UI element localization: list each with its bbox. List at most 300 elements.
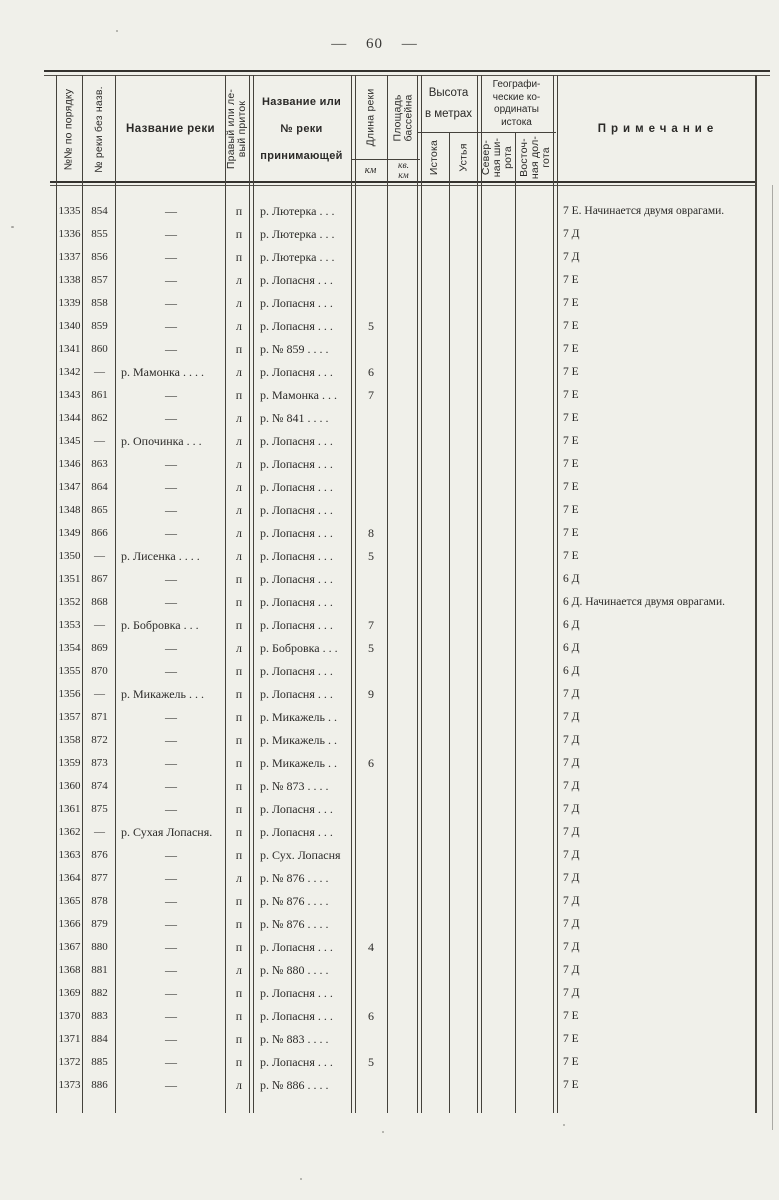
table-cell-r4-c2: — [165, 296, 177, 310]
table-cell-r5-c5: 5 [368, 319, 374, 333]
table-cell-r3-c6 [388, 269, 420, 292]
table-cell-r36-c7 [420, 1028, 450, 1051]
table-cell-r28-c8 [450, 844, 480, 867]
table-cell-r33-c0: 1368 [58, 964, 81, 976]
table-cell-r5-c9 [480, 315, 516, 338]
table-cell-r4-c11: 7 Е [563, 297, 579, 309]
speck [116, 30, 118, 32]
table-cell-r31-c3: п [235, 917, 243, 931]
table-cell-r35-c2: — [165, 1009, 177, 1023]
table-cell-r27-c7 [420, 821, 450, 844]
table-cell-r34-c9 [480, 982, 516, 1005]
table-cell-r13-c9 [480, 499, 516, 522]
table-cell-r1-c2: — [165, 227, 177, 241]
table-cell-r0-c9 [480, 200, 516, 223]
table-cell-r31-c5 [354, 913, 388, 936]
table-cell-r14-c5: 8 [368, 526, 374, 540]
table-cell-r12-c8 [450, 476, 480, 499]
table-cell-r1-c5 [354, 223, 388, 246]
table-cell-r11-c9 [480, 453, 516, 476]
table-cell-r23-c1: 872 [91, 734, 108, 746]
table-cell-r17-c8 [450, 591, 480, 614]
table-cell-r35-c6 [388, 1005, 420, 1028]
table-cell-r8-c10 [516, 384, 556, 407]
header-longitude: Восточ- ная дол- гота [518, 135, 553, 179]
table-cell-r0-c7 [420, 200, 450, 223]
table-cell-r22-c9 [480, 706, 516, 729]
table-cell-r38-c7 [420, 1074, 450, 1097]
table-cell-r8-c1: 861 [91, 389, 108, 401]
table-cell-r14-c9 [480, 522, 516, 545]
table-cell-r24-c7 [420, 752, 450, 775]
table-cell-r36-c3: п [235, 1032, 243, 1046]
table-cell-r21-c9 [480, 683, 516, 706]
table-cell-r8-c5: 7 [368, 388, 374, 402]
table-cell-r17-c10 [516, 591, 556, 614]
table-cell-r27-c3: п [235, 825, 243, 839]
speck [300, 1178, 302, 1180]
table-cell-r19-c10 [516, 637, 556, 660]
table-cell-r14-c2: — [165, 526, 177, 540]
table-cell-r21-c1: — [94, 688, 105, 700]
table-cell-r26-c3: п [235, 802, 243, 816]
table-cell-r38-c1: 886 [91, 1079, 108, 1091]
table-cell-r21-c10 [516, 683, 556, 706]
table-cell-r15-c0: 1350 [58, 550, 81, 562]
table-cell-r11-c3: л [236, 457, 242, 471]
table-cell-r5-c0: 1340 [58, 320, 81, 332]
table-cell-r16-c3: п [235, 572, 243, 586]
table-cell-r28-c6 [388, 844, 420, 867]
table-cell-r21-c0: 1356 [58, 688, 81, 700]
table-cell-r19-c1: 869 [91, 642, 108, 654]
table-cell-r23-c4: р. Микажель . . [260, 733, 337, 747]
table-cell-r7-c1: — [94, 366, 105, 378]
table-cell-r28-c1: 876 [91, 849, 108, 861]
table-cell-r11-c11: 7 Е [563, 458, 579, 470]
table-cell-r10-c6 [388, 430, 420, 453]
table-cell-r3-c0: 1338 [58, 274, 81, 286]
table-cell-r3-c8 [450, 269, 480, 292]
table-cell-r31-c9 [480, 913, 516, 936]
table-cell-r15-c3: л [236, 549, 242, 563]
table-cell-r12-c0: 1347 [58, 481, 81, 493]
table-cell-r33-c4: р. № 880 . . . . [260, 963, 329, 977]
table-cell-r27-c4: р. Лопасня . . . [260, 825, 333, 839]
header-area-unit: кв. км [398, 160, 409, 181]
table-cell-r8-c11: 7 Е [563, 389, 579, 401]
table-cell-r20-c0: 1355 [58, 665, 81, 677]
header-river-name: Название реки [126, 123, 215, 135]
table-cell-r26-c2: — [165, 802, 177, 816]
table-cell-r1-c11: 7 Д [563, 228, 580, 240]
table-cell-r22-c2: — [165, 710, 177, 724]
table-cell-r28-c10 [516, 844, 556, 867]
header-order-no: №№ по порядку [62, 88, 75, 170]
table-cell-r0-c1: 854 [91, 205, 108, 217]
table-cell-r5-c2: — [165, 319, 177, 333]
table-cell-r2-c5 [354, 246, 388, 269]
table-cell-r33-c9 [480, 959, 516, 982]
table-cell-r2-c9 [480, 246, 516, 269]
table-cell-r7-c5: 6 [368, 365, 374, 379]
table-cell-r6-c1: 860 [91, 343, 108, 355]
table-cell-r10-c2: р. Опочинка . . . [121, 434, 202, 448]
table-cell-r23-c0: 1358 [58, 734, 81, 746]
table-cell-r16-c6 [388, 568, 420, 591]
header-height-group: Высота в метрах [424, 87, 473, 120]
table-cell-r38-c2: — [165, 1078, 177, 1092]
table-cell-r30-c6 [388, 890, 420, 913]
table-cell-r7-c3: л [236, 365, 242, 379]
table-cell-r16-c0: 1351 [58, 573, 81, 585]
table-cell-r27-c6 [388, 821, 420, 844]
table-cell-r36-c4: р. № 883 . . . . [260, 1032, 329, 1046]
table-cell-r17-c6 [388, 591, 420, 614]
table-cell-r14-c10 [516, 522, 556, 545]
table-cell-r28-c9 [480, 844, 516, 867]
table-cell-r8-c3: п [235, 388, 243, 402]
table-cell-r30-c9 [480, 890, 516, 913]
table-cell-r14-c8 [450, 522, 480, 545]
table-cell-r6-c2: — [165, 342, 177, 356]
table-cell-r8-c6 [388, 384, 420, 407]
table-cell-r25-c2: — [165, 779, 177, 793]
table-cell-r24-c9 [480, 752, 516, 775]
table-cell-r20-c2: — [165, 664, 177, 678]
table-cell-r8-c0: 1343 [58, 389, 81, 401]
table-cell-r12-c4: р. Лопасня . . . [260, 480, 333, 494]
table-cell-r36-c1: 884 [91, 1033, 108, 1045]
table-cell-r38-c3: л [236, 1078, 242, 1092]
table-cell-r17-c4: р. Лопасня . . . [260, 595, 333, 609]
table-cell-r28-c0: 1363 [58, 849, 81, 861]
table-cell-r15-c1: — [94, 550, 105, 562]
table-cell-r14-c7 [420, 522, 450, 545]
table-cell-r11-c7 [420, 453, 450, 476]
table-cell-r0-c11: 7 Е. Начинается двумя оврагами. [563, 205, 725, 217]
table-cell-r24-c8 [450, 752, 480, 775]
table-cell-r12-c5 [354, 476, 388, 499]
table-cell-r21-c3: п [235, 687, 243, 701]
table-cell-r35-c10 [516, 1005, 556, 1028]
table-cell-r4-c7 [420, 292, 450, 315]
table-cell-r20-c11: 6 Д [563, 665, 580, 677]
table-cell-r0-c2: — [165, 204, 177, 218]
speck [563, 1124, 565, 1126]
table-cell-r17-c3: п [235, 595, 243, 609]
table-cell-r25-c0: 1360 [58, 780, 81, 792]
table-cell-r7-c7 [420, 361, 450, 384]
table-cell-r2-c2: — [165, 250, 177, 264]
header-receiving-river: Название или № реки принимающей [260, 95, 343, 162]
table-cell-r16-c8 [450, 568, 480, 591]
table-cell-r5-c8 [450, 315, 480, 338]
table-cell-r32-c2: — [165, 940, 177, 954]
table-cell-r21-c4: р. Лопасня . . . [260, 687, 333, 701]
table-cell-r26-c6 [388, 798, 420, 821]
table-cell-r11-c6 [388, 453, 420, 476]
table-cell-r2-c11: 7 Д [563, 251, 580, 263]
table-cell-r23-c3: п [235, 733, 243, 747]
table-cell-r16-c10 [516, 568, 556, 591]
table-cell-r1-c9 [480, 223, 516, 246]
table-cell-r32-c6 [388, 936, 420, 959]
table-cell-r20-c4: р. Лопасня . . . [260, 664, 333, 678]
table-cell-r23-c8 [450, 729, 480, 752]
table-cell-r8-c9 [480, 384, 516, 407]
table-cell-r6-c8 [450, 338, 480, 361]
table-cell-r18-c5: 7 [368, 618, 374, 632]
table-cell-r18-c8 [450, 614, 480, 637]
table-cell-r10-c7 [420, 430, 450, 453]
table-cell-r17-c9 [480, 591, 516, 614]
table-cell-r35-c11: 7 Е [563, 1010, 579, 1022]
table-cell-r19-c7 [420, 637, 450, 660]
table-cell-r9-c3: л [236, 411, 242, 425]
table-cell-r7-c10 [516, 361, 556, 384]
table-cell-r37-c3: п [235, 1055, 243, 1069]
table-cell-r17-c2: — [165, 595, 177, 609]
table-cell-r34-c2: — [165, 986, 177, 1000]
table-cell-r25-c9 [480, 775, 516, 798]
table-cell-r10-c4: р. Лопасня . . . [260, 434, 333, 448]
table-cell-r18-c9 [480, 614, 516, 637]
table-cell-r8-c2: — [165, 388, 177, 402]
page-edge-artifact [772, 185, 773, 1130]
table-cell-r4-c10 [516, 292, 556, 315]
table-cell-r38-c4: р. № 886 . . . . [260, 1078, 329, 1092]
table-cell-r33-c3: л [236, 963, 242, 977]
table-cell-r27-c9 [480, 821, 516, 844]
table-cell-r2-c4: р. Лютерка . . . [260, 250, 335, 264]
table-cell-r21-c2: р. Микажель . . . [121, 687, 204, 701]
table-cell-r30-c8 [450, 890, 480, 913]
table-cell-r7-c6 [388, 361, 420, 384]
table-cell-r10-c11: 7 Е [563, 435, 579, 447]
table-cell-r12-c1: 864 [91, 481, 108, 493]
table-cell-r4-c0: 1339 [58, 297, 81, 309]
table-cell-r8-c8 [450, 384, 480, 407]
table-cell-r33-c10 [516, 959, 556, 982]
table-cell-r25-c3: п [235, 779, 243, 793]
table-cell-r27-c1: — [94, 826, 105, 838]
table-cell-r20-c5 [354, 660, 388, 683]
table-cell-r34-c6 [388, 982, 420, 1005]
table-cell-r15-c2: р. Лисенка . . . . [121, 549, 200, 563]
table-cell-r12-c6 [388, 476, 420, 499]
table-cell-r35-c5: 6 [368, 1009, 374, 1023]
header-latitude: Север- ная ши- рота [480, 137, 514, 177]
table-cell-r0-c8 [450, 200, 480, 223]
table-cell-r3-c4: р. Лопасня . . . [260, 273, 333, 287]
table-cell-r35-c3: п [235, 1009, 243, 1023]
table-cell-r15-c5: 5 [368, 549, 374, 563]
table-cell-r33-c5 [354, 959, 388, 982]
table-cell-r37-c10 [516, 1051, 556, 1074]
table-cell-r23-c7 [420, 729, 450, 752]
table-cell-r21-c7 [420, 683, 450, 706]
table-cell-r32-c8 [450, 936, 480, 959]
table-cell-r7-c4: р. Лопасня . . . [260, 365, 333, 379]
table-cell-r35-c4: р. Лопасня . . . [260, 1009, 333, 1023]
table-cell-r17-c1: 868 [91, 596, 108, 608]
table-cell-r27-c0: 1362 [58, 826, 81, 838]
header-river-no: № реки без назв. [92, 85, 105, 173]
table-cell-r38-c0: 1373 [58, 1079, 81, 1091]
table-cell-r21-c8 [450, 683, 480, 706]
table-cell-r0-c6 [388, 200, 420, 223]
table-cell-r37-c6 [388, 1051, 420, 1074]
header-geo-group: Географи- ческие ко- ординаты истока [492, 79, 541, 128]
table-cell-r27-c2: р. Сухая Лопасня. [121, 825, 213, 839]
table-cell-r8-c7 [420, 384, 450, 407]
table-cell-r6-c5 [354, 338, 388, 361]
table-cell-r20-c8 [450, 660, 480, 683]
table-cell-r36-c8 [450, 1028, 480, 1051]
table-cell-r22-c11: 7 Д [563, 711, 580, 723]
table-cell-r20-c10 [516, 660, 556, 683]
table-cell-r36-c0: 1371 [58, 1033, 81, 1045]
table-cell-r22-c3: п [235, 710, 243, 724]
table-cell-r26-c9 [480, 798, 516, 821]
table-cell-r3-c9 [480, 269, 516, 292]
table-cell-r30-c11: 7 Д [563, 895, 580, 907]
table-cell-r32-c9 [480, 936, 516, 959]
table-cell-r13-c10 [516, 499, 556, 522]
table-cell-r4-c4: р. Лопасня . . . [260, 296, 333, 310]
table-cell-r8-c4: р. Мамонка . . . [260, 388, 337, 402]
header-basin-area: Площадь бассейна [391, 93, 415, 142]
table-cell-r12-c3: л [236, 480, 242, 494]
table-cell-r32-c11: 7 Д [563, 941, 580, 953]
table-cell-r29-c2: — [165, 871, 177, 885]
table-cell-r29-c3: л [236, 871, 242, 885]
table-cell-r21-c11: 7 Д [563, 688, 580, 700]
table-cell-r9-c5 [354, 407, 388, 430]
table-cell-r31-c6 [388, 913, 420, 936]
table-cell-r36-c9 [480, 1028, 516, 1051]
table-cell-r27-c11: 7 Д [563, 826, 580, 838]
table-cell-r33-c2: — [165, 963, 177, 977]
table-cell-r25-c8 [450, 775, 480, 798]
table-cell-r34-c10 [516, 982, 556, 1005]
table-cell-r5-c7 [420, 315, 450, 338]
table-cell-r38-c5 [354, 1074, 388, 1097]
table-cell-r3-c10 [516, 269, 556, 292]
table-cell-r13-c4: р. Лопасня . . . [260, 503, 333, 517]
table-cell-r1-c4: р. Лютерка . . . [260, 227, 335, 241]
table-cell-r5-c6 [388, 315, 420, 338]
table-cell-r17-c5 [354, 591, 388, 614]
table-cell-r19-c9 [480, 637, 516, 660]
table-cell-r18-c2: р. Бобровка . . . [121, 618, 199, 632]
table-cell-r13-c7 [420, 499, 450, 522]
table-cell-r32-c4: р. Лопасня . . . [260, 940, 333, 954]
table-cell-r37-c9 [480, 1051, 516, 1074]
table-cell-r18-c10 [516, 614, 556, 637]
table-cell-r26-c11: 7 Д [563, 803, 580, 815]
table-cell-r19-c4: р. Бобровка . . . [260, 641, 338, 655]
table-cell-r33-c7 [420, 959, 450, 982]
table-cell-r24-c3: п [235, 756, 243, 770]
table-cell-r7-c2: р. Мамонка . . . . [121, 365, 204, 379]
table-cell-r12-c11: 7 Е [563, 481, 579, 493]
table-cell-r36-c10 [516, 1028, 556, 1051]
header-river-length: Длина реки [364, 88, 377, 147]
table-cell-r9-c1: 862 [91, 412, 108, 424]
table-cell-r22-c4: р. Микажель . . [260, 710, 337, 724]
table-cell-r13-c11: 7 Е [563, 504, 579, 516]
table-cell-r20-c6 [388, 660, 420, 683]
table-cell-r37-c4: р. Лопасня . . . [260, 1055, 333, 1069]
table-cell-r3-c3: л [236, 273, 242, 287]
table-cell-r11-c1: 863 [91, 458, 108, 470]
table-cell-r2-c7 [420, 246, 450, 269]
table-cell-r9-c0: 1344 [58, 412, 81, 424]
table-cell-r30-c4: р. № 876 . . . . [260, 894, 329, 908]
table-cell-r26-c5 [354, 798, 388, 821]
table-cell-r35-c8 [450, 1005, 480, 1028]
table-cell-r38-c8 [450, 1074, 480, 1097]
table-cell-r7-c0: 1342 [58, 366, 81, 378]
table-cell-r34-c7 [420, 982, 450, 1005]
table-cell-r0-c4: р. Лютерка . . . [260, 204, 335, 218]
table-cell-r38-c9 [480, 1074, 516, 1097]
table-cell-r2-c8 [450, 246, 480, 269]
table-cell-r5-c1: 859 [91, 320, 108, 332]
table-cell-r2-c0: 1337 [58, 251, 81, 263]
table-cell-r18-c0: 1353 [58, 619, 81, 631]
table-cell-r6-c11: 7 Е [563, 343, 579, 355]
table-cell-r4-c1: 858 [91, 297, 108, 309]
table-cell-r27-c5 [354, 821, 388, 844]
table-cell-r22-c5 [354, 706, 388, 729]
table-cell-r23-c6 [388, 729, 420, 752]
table-cell-r30-c1: 878 [91, 895, 108, 907]
table-cell-r31-c10 [516, 913, 556, 936]
table-cell-r15-c7 [420, 545, 450, 568]
table-cell-r22-c8 [450, 706, 480, 729]
table-cell-r38-c10 [516, 1074, 556, 1097]
table-cell-r17-c11: 6 Д. Начинается двумя оврагами. [563, 596, 725, 608]
table-cell-r7-c9 [480, 361, 516, 384]
table-cell-r9-c7 [420, 407, 450, 430]
table-cell-r15-c10 [516, 545, 556, 568]
table-cell-r9-c8 [450, 407, 480, 430]
table-cell-r14-c1: 866 [91, 527, 108, 539]
table-cell-r29-c0: 1364 [58, 872, 81, 884]
table-cell-r2-c10 [516, 246, 556, 269]
table-cell-r16-c1: 867 [91, 573, 108, 585]
table-cell-r6-c10 [516, 338, 556, 361]
table-cell-r34-c8 [450, 982, 480, 1005]
table-cell-r21-c5: 9 [368, 687, 374, 701]
table-cell-r18-c6 [388, 614, 420, 637]
table-cell-r7-c11: 7 Е [563, 366, 579, 378]
table-cell-r19-c11: 6 Д [563, 642, 580, 654]
page-number: — 60 — [331, 36, 418, 52]
table-cell-r36-c11: 7 Е [563, 1033, 579, 1045]
table-cell-r19-c2: — [165, 641, 177, 655]
header-tributary-side: Правый или ле- вый приток [225, 88, 249, 170]
table-cell-r35-c9 [480, 1005, 516, 1028]
table-cell-r16-c2: — [165, 572, 177, 586]
table-cell-r5-c11: 7 Е [563, 320, 579, 332]
table-cell-r28-c2: — [165, 848, 177, 862]
table-cell-r32-c10 [516, 936, 556, 959]
table-cell-r34-c1: 882 [91, 987, 108, 999]
